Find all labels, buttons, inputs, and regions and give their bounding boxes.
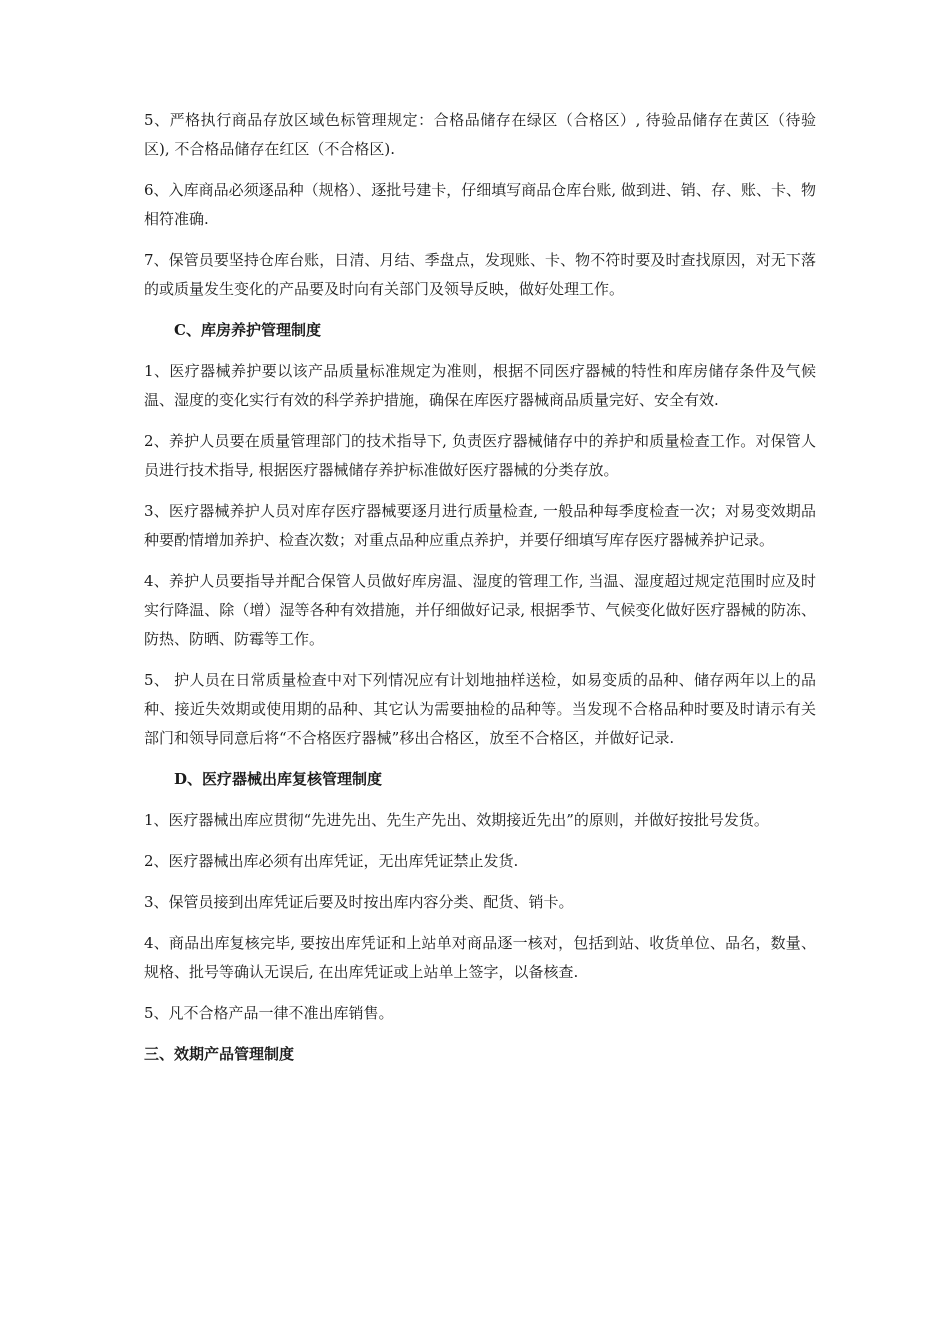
chapter-heading-expiry-management: 三、效期产品管理制度 (144, 1045, 295, 1063)
paragraph-ledger-check: 7、保管员要坚持仓库台账，日清、月结、季盘点，发现账、卡、物不符时要及时查找原因，对无下落的或质量发生变化的产品要及时向有关部门及领导反映，做好处理工作。 (144, 251, 816, 298)
paragraph-picking: 3、保管员接到出库凭证后要及时按出库内容分类、配货、销卡。 (144, 893, 574, 911)
paragraph-quality-inspection: 3、医疗器械养护人员对库存医疗器械要逐月进行质量检查, 一般品种每季度检查一次；对易变效期品种要酌情增加养护、检查次数；对重点品种应重点养护，并要仔细填写库存医疗器械养护记录。 (144, 502, 816, 549)
paragraph-temperature-humidity: 4、养护人员要指导并配合保管人员做好库房温、湿度的管理工作, 当温、湿度超过规定范围时应及时实行降温、除（增）湿等各种有效措施，并仔细做好记录, 根据季节、气候变化做好医疗器械的防冻、防热、防晒、防霉等工作。 (144, 572, 816, 648)
paragraph-maintenance-staff: 2、养护人员要在质量管理部门的技术指导下, 负责医疗器械储存中的养护和质量检查工作。对保管人员进行技术指导, 根据医疗器械储存养护标准做好医疗器械的分类存放。 (144, 432, 816, 479)
paragraph-sampling: 5、 护人员在日常质量检查中对下列情况应有计划地抽样送检，如易变质的品种、储存两年以上的品种、接近失效期或使用期的品种、其它认为需要抽检的品种等。当发现不合格品种时要及时请示有关部门和领导同意后将“不合格医疗器械”移出合格区，放至不合格区，并做好记录. (144, 671, 816, 747)
paragraph-storage-color-zones: 5、严格执行商品存放区域色标管理规定：合格品储存在绿区（合格区）, 待验品储存在黄区（待验区), 不合格品储存在红区（不合格区). (144, 111, 816, 158)
paragraph-outbound-check: 4、商品出库复核完毕, 要按出库凭证和上站单对商品逐一核对，包括到站、收货单位、品名，数量、规格、批号等确认无误后, 在出库凭证或上站单上签字，以备核查. (144, 934, 816, 981)
paragraph-outbound-voucher: 2、医疗器械出库必须有出库凭证，无出库凭证禁止发货. (144, 852, 519, 870)
paragraph-inbound-cards: 6、入库商品必须逐品种（规格）、逐批号建卡，仔细填写商品仓库台账, 做到进、销、存、账、卡、物相符准确. (144, 181, 816, 228)
paragraph-nonconforming: 5、凡不合格产品一律不准出库销售。 (144, 1004, 394, 1022)
section-heading-outbound-review: D、医疗器械出库复核管理制度 (174, 770, 383, 788)
document-page (144, 106, 816, 1081)
paragraph-maintenance-principle: 1、医疗器械养护要以该产品质量标准规定为准则，根据不同医疗器械的特性和库房储存条件及气候温、湿度的变化实行有效的科学养护措施，确保在库医疗器械商品质量完好、安全有效. (144, 362, 816, 409)
paragraph-fifo: 1、医疗器械出库应贯彻“先进先出、先生产先出、效期接近先出”的原则，并做好按批号发货。 (144, 811, 769, 829)
section-heading-warehouse-maintenance: C、库房养护管理制度 (174, 321, 321, 339)
